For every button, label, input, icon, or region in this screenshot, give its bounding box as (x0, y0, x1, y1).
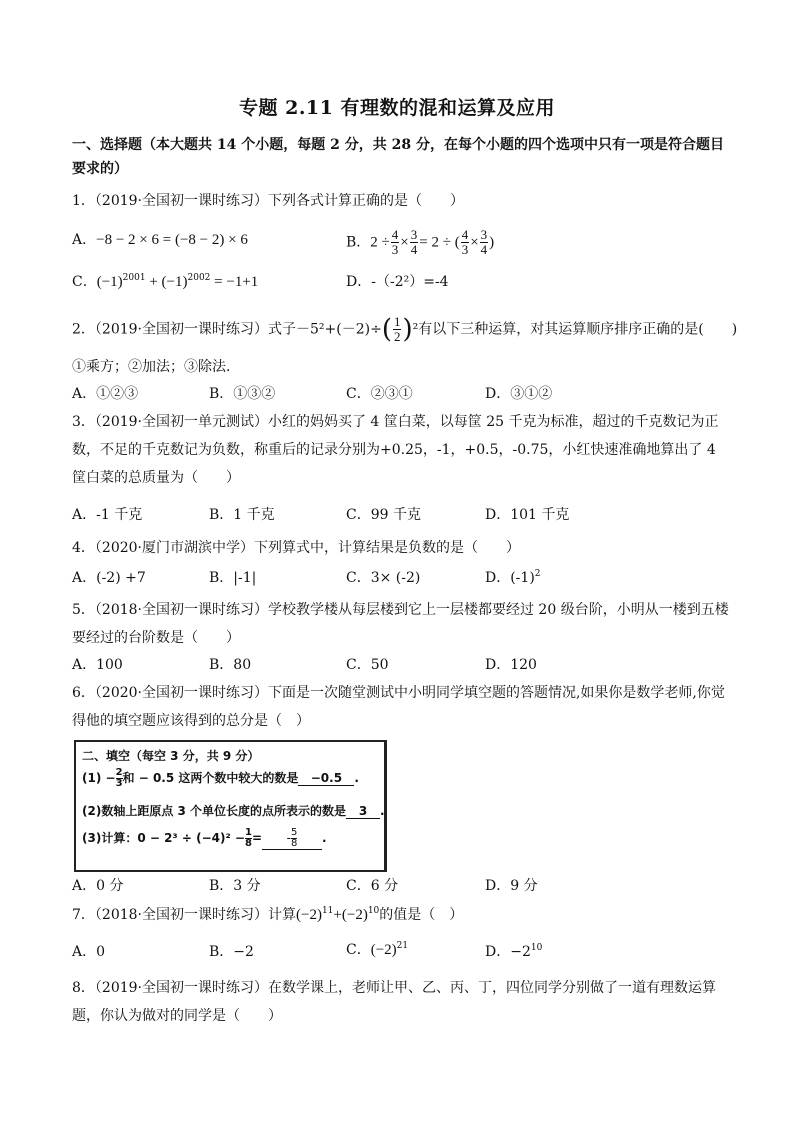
q6-fig-r1-post: 和 − 0.5 这两个数中较大的数是 (122, 771, 299, 785)
q5-option-d: D．120 (485, 657, 537, 673)
q4-option-d-base: D．(-1) (485, 570, 535, 586)
page-title: 专题 2.11 有理数的混和运算及应用 (238, 97, 555, 119)
q6-option-a: A．0 分 (72, 878, 124, 894)
q6-fig-r2-answer: 3 (346, 804, 380, 819)
q6-fig-r3-ans-frac (291, 828, 297, 849)
q1-option-a-math: −8 − 2 × 6 = (−8 − 2) × 6 (96, 232, 248, 248)
q6-figure-row-3 (82, 828, 327, 850)
q7-option-c-base: (−2) (370, 942, 397, 958)
question-4-stem: 4．（2020·厦门市湖滨中学）下列算式中，计算结果是负数的是（ ） (72, 540, 520, 556)
q6-fig-r1-num: 2 (115, 767, 123, 778)
q1-option-b (346, 228, 494, 257)
q6-fig-r3-den: 8 (244, 838, 252, 849)
q6-figure-row-1 (82, 768, 359, 789)
q6-fig-r3-num: 1 (244, 827, 252, 838)
q7-option-c (346, 940, 408, 960)
q7-option-d-exp: 10 (530, 943, 543, 953)
q1-c-base-1: (−1) (96, 274, 123, 290)
q1-c-rhs: = −1+1 (210, 274, 259, 290)
q6-fig-r1-frac (116, 768, 123, 789)
question-3-stem: 3．（2019·全国初一单元测试）小红的妈妈买了 4 筐白菜，以每筐 25 千克为标准，超过的千克数记为正数，不足的千克数记为负数，称重后的记录分别为+0.25，-1，+0.5，-0.75，小红快速准确地算出了 4 筐白菜的总质量为（ ） (72, 414, 719, 486)
q7-exp-1: 11 (321, 906, 334, 916)
q5-option-a: A．100 (72, 657, 123, 673)
q1-option-b-label: B． (346, 234, 371, 251)
q1-b-times-2: × (470, 234, 479, 251)
q7-stem-post: 的值是（ ） (379, 907, 464, 923)
q7-option-d (485, 942, 542, 962)
q6-option-c: C．6 分 (346, 878, 399, 894)
q3-option-b: B．1 千克 (209, 507, 275, 523)
q1-option-d-math: -（-2²）=-4 (371, 274, 449, 290)
q1-b-frac-1-num: 4 (391, 227, 399, 242)
q7-plus: + (333, 907, 342, 923)
q2-frac-den: 2 (393, 329, 401, 344)
q4-option-d-exp: 2 (534, 569, 541, 579)
q2-option-d: D．③①② (485, 386, 553, 402)
q6-fig-r3-ans-den: 8 (290, 838, 298, 849)
question-1-stem: 1．（2019·全国初一课时练习）下列各式计算正确的是（ ） (72, 193, 464, 209)
q1-option-d (346, 272, 449, 292)
section-heading: 一、选择题（本大题共 14 个小题，每题 2 分，共 28 分，在每个小题的四个选项中只有一项是符合题目要求的） (72, 137, 724, 177)
q7-option-a: A．0 (72, 944, 106, 960)
q3-option-d: D．101 千克 (485, 507, 570, 523)
q1-option-a (72, 230, 248, 250)
q2-exp: ² (412, 321, 419, 338)
q6-answer-sheet-figure (74, 740, 387, 872)
q1-b-frac-3-den: 3 (461, 242, 469, 257)
q6-fig-r3-period: . (322, 831, 327, 845)
q7-stem-pre: 7．（2018·全国初一课时练习）计算 (72, 907, 296, 923)
q1-c-plus: + (145, 274, 162, 290)
q6-fig-r1-period: . (354, 771, 359, 785)
q6-fig-r3-ans-num: 5 (290, 827, 298, 838)
q6-fig-r1-answer: −0.5 (298, 771, 354, 786)
q1-option-d-label: D． (346, 274, 372, 290)
q4-option-b: B．|-1| (209, 570, 257, 586)
q6-fig-r3-ans-sign: - (286, 831, 291, 845)
q6-option-d: D．9 分 (485, 878, 538, 894)
q2-option-c: C．②③① (346, 386, 413, 402)
q5-option-b: B．80 (209, 657, 252, 673)
q1-b-frac-1 (391, 228, 400, 257)
q1-b-mid: = 2 ÷ ( (419, 234, 460, 251)
q1-option-c (72, 272, 258, 292)
q1-b-frac-4-den: 4 (480, 242, 488, 257)
q1-option-c-label: C． (72, 274, 97, 290)
q2-left-paren: ( (381, 314, 392, 345)
q7-exp-2: 10 (367, 906, 380, 916)
q7-option-c-label: C． (346, 942, 371, 958)
q1-b-frac-4 (480, 228, 489, 257)
q6-fig-r1-den: 3 (115, 778, 123, 789)
q7-option-b: B．−2 (209, 944, 254, 960)
q6-figure-row-2 (82, 802, 385, 819)
question-7-stem (72, 905, 463, 925)
q1-b-end: ) (489, 234, 495, 251)
q3-option-c: C．99 千克 (346, 507, 421, 523)
q1-c-exp-1: 2001 (122, 273, 146, 283)
q1-c-base-2: (−1) (161, 274, 188, 290)
q4-option-d (485, 568, 541, 588)
q1-option-b-pre: 2 ÷ (370, 234, 390, 251)
q2-stem-pre: 2．（2019·全国初一课时练习）式子 (72, 321, 296, 338)
question-2-stem (72, 315, 737, 344)
q1-b-frac-3-num: 4 (461, 227, 469, 242)
q6-option-b: B．3 分 (209, 878, 261, 894)
q2-frac (393, 315, 402, 344)
q2-stem-math: －5²+(－2)÷ (296, 321, 382, 338)
q7-option-d-base: D．−2 (485, 944, 531, 960)
question-5-stem: 5．（2018·全国初一课时练习）学校教学楼从每层楼到它上一层楼都要经过 20 级台阶，小明从一楼到五楼要经过的台阶数是（ ） (72, 602, 729, 646)
q7-base-1: (−2) (296, 907, 322, 923)
q2-frac-num: 1 (393, 314, 401, 329)
q2-operations: ①乘方；②加法；③除法． (72, 359, 240, 375)
q6-fig-r3-pre: (3)计算：0 − 2³ ÷ (−4)² − (82, 831, 245, 845)
q1-b-frac-3 (461, 228, 470, 257)
q1-b-frac-2-den: 4 (410, 242, 418, 257)
q1-b-frac-2 (410, 228, 419, 257)
q4-option-a: A．(-2) +7 (72, 570, 146, 586)
q7-base-2: (−2) (341, 907, 368, 923)
q3-option-a: A．-1 千克 (72, 507, 143, 523)
q6-fig-r2-text: (2)数轴上距原点 3 个单位长度的点所表示的数是 (82, 804, 347, 818)
q2-option-a: A．①②③ (72, 386, 139, 402)
q5-option-c: C．50 (346, 657, 389, 673)
q1-b-frac-1-den: 3 (391, 242, 399, 257)
q1-b-frac-2-num: 3 (410, 227, 418, 242)
q6-fig-r2-period: . (380, 804, 385, 818)
question-6-stem: 6．（2020·全国初一课时练习）下面是一次随堂测试中小明同学填空题的答题情况,如果你是数学老师,你觉得他的填空题应该得到的总分是（ ） (72, 685, 725, 729)
q7-option-c-exp: 21 (396, 941, 409, 951)
q2-right-paren: ) (402, 314, 413, 345)
q1-c-exp-2: 2002 (187, 273, 211, 283)
q2-option-b: B．①③② (209, 386, 276, 402)
q1-b-frac-4-num: 3 (480, 227, 488, 242)
q6-figure-header: 二、填空（每空 3 分，共 9 分） (82, 749, 260, 763)
q6-fig-r3-frac (245, 828, 252, 849)
q6-fig-r1-pre: (1) − (82, 771, 116, 785)
q4-option-c: C．3× (-2) (346, 570, 421, 586)
question-8-stem: 8．（2019·全国初一课时练习）在数学课上，老师让甲、乙、丙、丁，四位同学分别做了一道有理数运算题，你认为做对的同学是（ ） (72, 980, 716, 1024)
q6-fig-r3-answer (262, 828, 322, 850)
q2-stem-post: 有以下三种运算，对其运算顺序排序正确的是( ) (418, 321, 738, 338)
q6-fig-r3-eq: = (251, 831, 262, 845)
q1-b-times: × (400, 234, 409, 251)
q1-option-a-label: A． (72, 232, 97, 248)
